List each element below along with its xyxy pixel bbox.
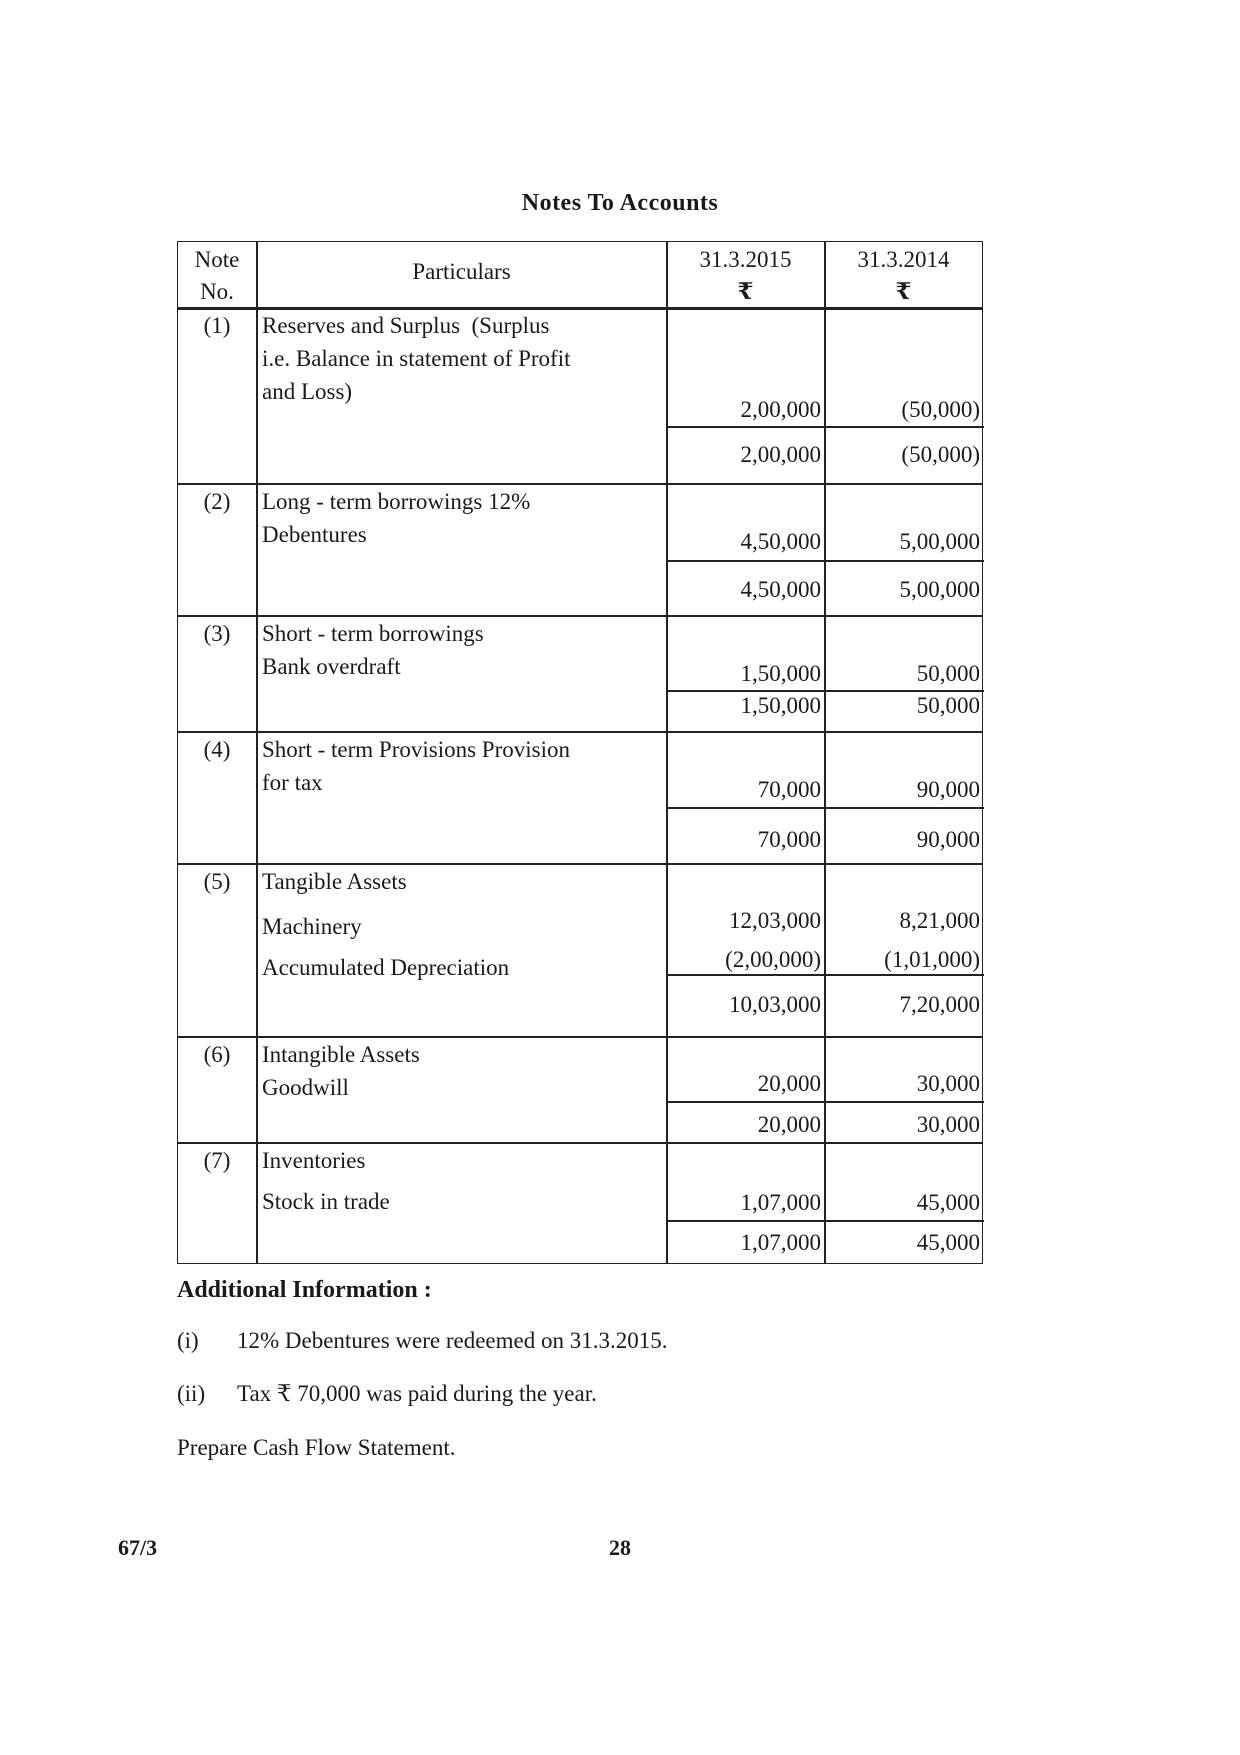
total-2014: (50,000) bbox=[901, 442, 980, 467]
additional-info-item bbox=[177, 1328, 977, 1358]
header-2014: 31.3.2014 ₹ bbox=[825, 244, 982, 308]
total-2014: 30,000 bbox=[916, 1112, 980, 1137]
total-2014: 90,000 bbox=[916, 827, 980, 852]
additional-info-item bbox=[177, 1381, 977, 1411]
note-particulars: Short - term Provisions Provision for tax bbox=[262, 737, 570, 795]
header-2015: 31.3.2015 ₹ bbox=[667, 244, 824, 308]
page-title: Notes To Accounts bbox=[521, 190, 719, 216]
total-2014: 50,000 bbox=[916, 693, 980, 718]
amount-2015: 4,50,000 bbox=[740, 529, 821, 554]
total-2015: 20,000 bbox=[757, 1112, 821, 1137]
note-number: (3) bbox=[203, 621, 231, 646]
note-number: (7) bbox=[203, 1148, 231, 1173]
amount-2014: 8,21,000 bbox=[899, 908, 980, 933]
rupee-icon: ₹ bbox=[737, 279, 754, 304]
amount-2014: (1,01,000) bbox=[884, 947, 980, 972]
rupee-icon: ₹ bbox=[895, 279, 912, 304]
header-note-no: Note No. bbox=[194, 247, 240, 304]
note-number: (2) bbox=[203, 489, 231, 514]
amount-2015: 70,000 bbox=[757, 777, 821, 802]
amount-2014: 90,000 bbox=[916, 777, 980, 802]
amount-2015: 2,00,000 bbox=[740, 397, 821, 422]
amount-2014: 45,000 bbox=[916, 1190, 980, 1215]
page-number: 28 bbox=[609, 1535, 631, 1560]
note-particulars: Short - term borrowings Bank overdraft bbox=[262, 621, 484, 679]
note-particulars: Long - term borrowings 12% Debentures bbox=[262, 489, 531, 547]
amount-2014: 30,000 bbox=[916, 1071, 980, 1096]
total-2014: 5,00,000 bbox=[899, 577, 980, 602]
amount-2014: 50,000 bbox=[916, 661, 980, 686]
total-2015: 4,50,000 bbox=[740, 577, 821, 602]
item-number: (i) bbox=[177, 1328, 199, 1353]
note-particulars: Reserves and Surplus (Surplus i.e. Balance in statement of Profit and Loss) bbox=[262, 313, 571, 404]
note-number: (5) bbox=[203, 869, 231, 894]
note-number: (4) bbox=[203, 737, 231, 762]
notes-table bbox=[177, 241, 983, 1264]
note-particulars: Inventories Stock in trade bbox=[262, 1148, 390, 1214]
note-particulars: Tangible Assets Machinery Accumulated Depreciation bbox=[262, 869, 510, 980]
amount-2015: 1,07,000 bbox=[740, 1190, 821, 1215]
paper-code: 67/3 bbox=[118, 1535, 158, 1560]
amount-2014: 5,00,000 bbox=[899, 529, 980, 554]
note-number: (6) bbox=[203, 1042, 231, 1067]
item-text: Tax ₹ 70,000 was paid during the year. bbox=[237, 1381, 597, 1406]
instruction-text: Prepare Cash Flow Statement. bbox=[177, 1435, 456, 1460]
total-2015: 70,000 bbox=[757, 827, 821, 852]
header-particulars: Particulars bbox=[412, 259, 511, 284]
total-2015: 1,07,000 bbox=[740, 1230, 821, 1255]
total-2015: 1,50,000 bbox=[740, 693, 821, 718]
note-number: (1) bbox=[203, 313, 231, 338]
item-number: (ii) bbox=[177, 1381, 206, 1406]
total-2014: 7,20,000 bbox=[899, 992, 980, 1017]
amount-2014: (50,000) bbox=[901, 397, 980, 422]
total-2015: 2,00,000 bbox=[740, 442, 821, 467]
additional-info-heading: Additional Information : bbox=[177, 1277, 432, 1303]
note-particulars: Intangible Assets Goodwill bbox=[262, 1042, 420, 1100]
item-text: 12% Debentures were redeemed on 31.3.2015. bbox=[237, 1328, 668, 1353]
amount-2015: 12,03,000 bbox=[729, 908, 821, 933]
total-2015: 10,03,000 bbox=[729, 992, 821, 1017]
amount-2015: 1,50,000 bbox=[740, 661, 821, 686]
total-2014: 45,000 bbox=[916, 1230, 980, 1255]
amount-2015: (2,00,000) bbox=[725, 947, 821, 972]
amount-2015: 20,000 bbox=[757, 1071, 821, 1096]
